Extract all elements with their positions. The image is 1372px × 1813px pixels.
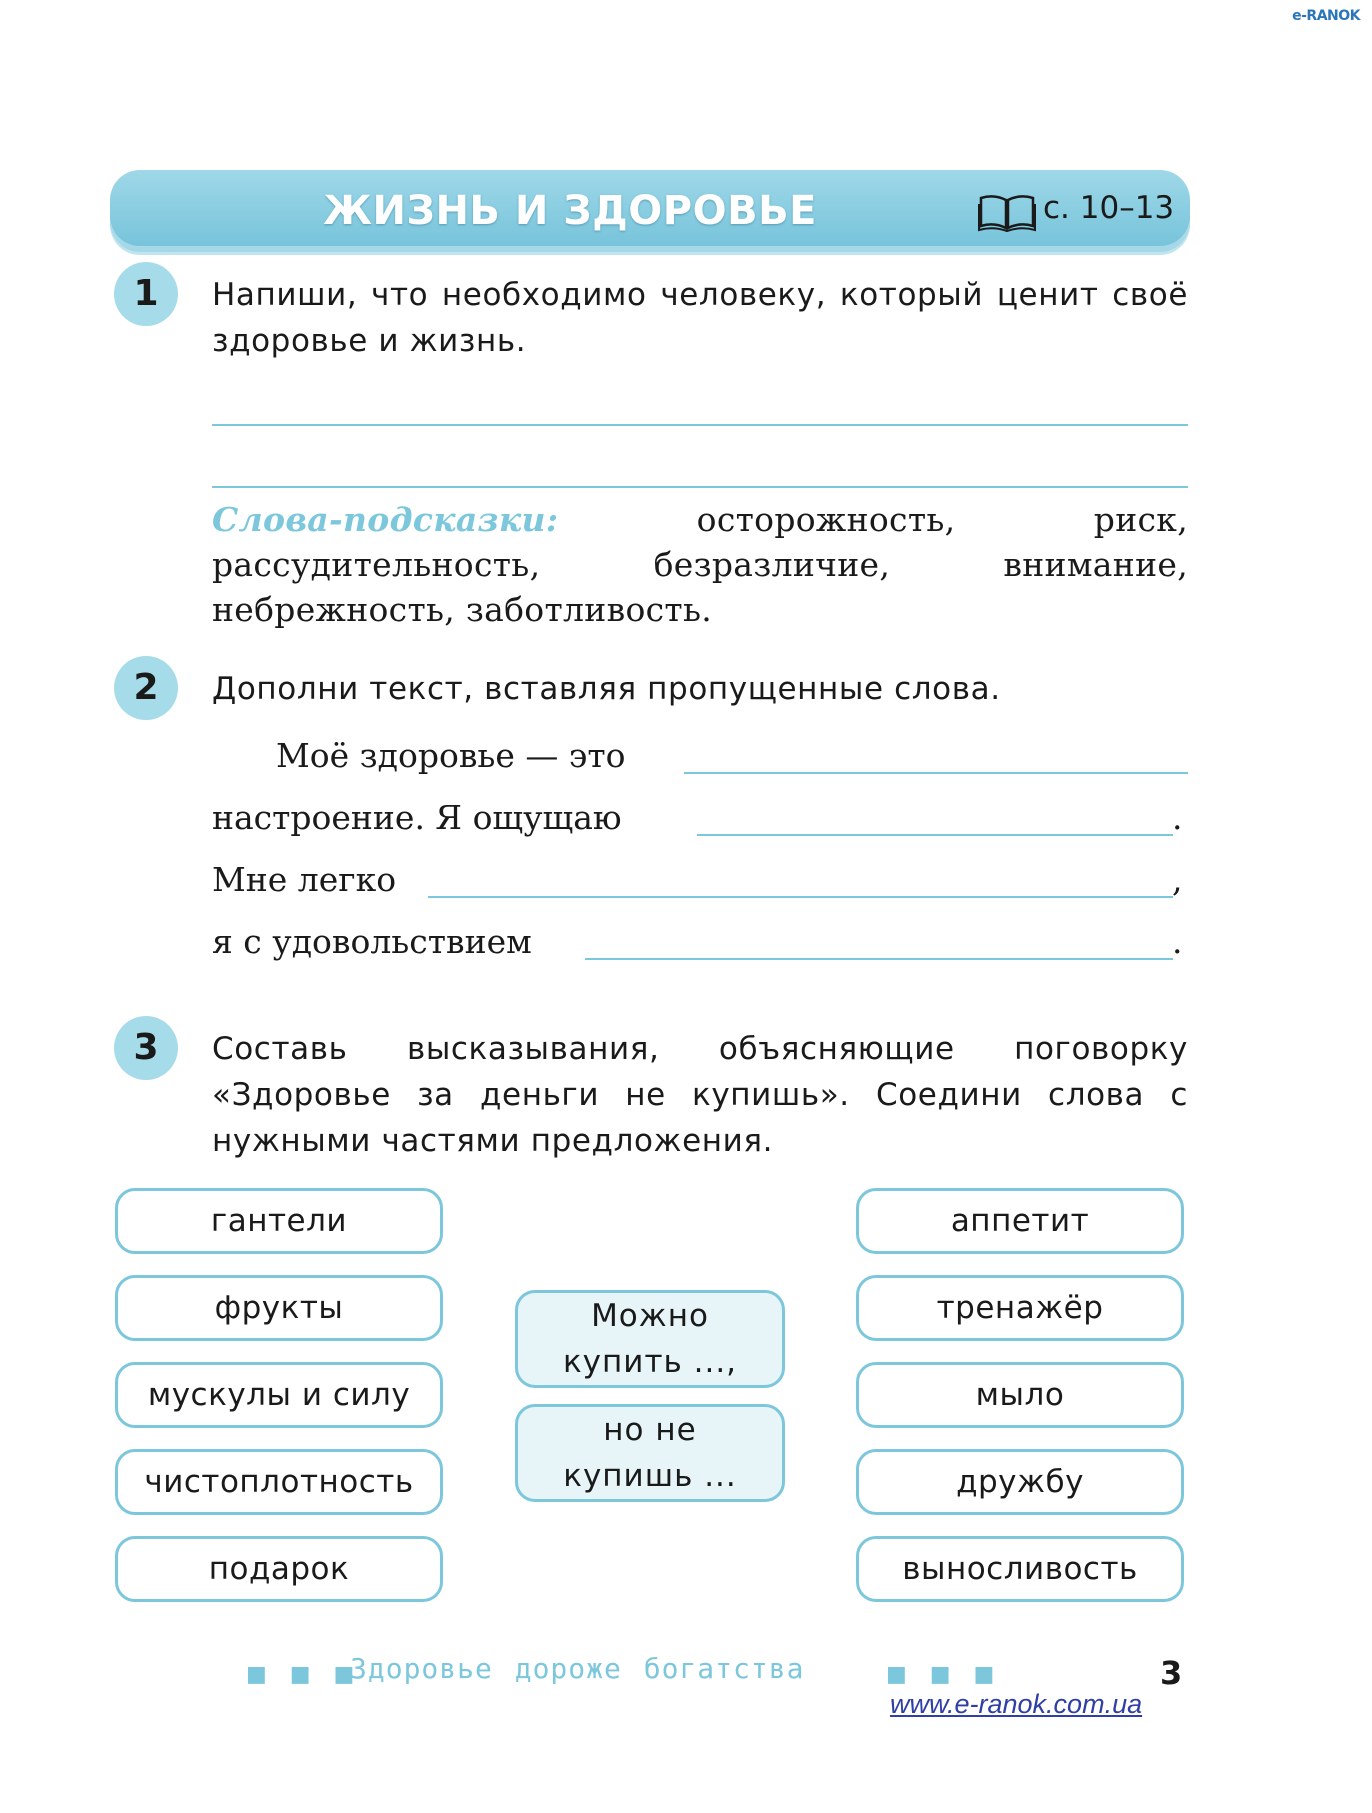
task-1-answer-line-2[interactable] xyxy=(212,486,1188,488)
right-word-box[interactable]: выносливость xyxy=(856,1536,1184,1602)
fill-blank-1[interactable] xyxy=(684,772,1188,774)
lesson-title: ЖИЗНЬ И ЗДОРОВЬЕ xyxy=(323,188,817,234)
footer-squares-right: ■ ■ ■ xyxy=(886,1662,1003,1687)
left-word-box[interactable]: фрукты xyxy=(115,1275,443,1341)
fill-blank-2[interactable] xyxy=(697,834,1173,836)
textbook-page-reference: с. 10–13 xyxy=(1043,190,1175,226)
footer-squares-left: ■ ■ ■ xyxy=(246,1662,363,1687)
task-3-instruction: Составь высказывания, объясняющие поговорку «Здоровье за деньги не купишь». Соедини слова с нужными частями предложения. xyxy=(212,1031,1188,1159)
fill-line-3-text: Мне легко xyxy=(212,860,397,899)
task-1-answer-line-1[interactable] xyxy=(212,424,1188,426)
book-icon xyxy=(978,190,1036,232)
right-word-box[interactable]: тренажёр xyxy=(856,1275,1184,1341)
fill-line-4-text: я с удовольствием xyxy=(212,922,532,961)
right-word-box[interactable]: дружбу xyxy=(856,1449,1184,1515)
fill-line-4-end: . xyxy=(1172,922,1183,961)
middle-phrase-cannot-buy[interactable]: но не купишь ... xyxy=(515,1404,785,1502)
footer-slogan: Здоровье дороже богатства xyxy=(350,1652,805,1685)
fill-line-3-end: , xyxy=(1172,860,1183,899)
fill-line-1-text: Моё здоровье — это xyxy=(276,736,626,775)
logo-text: e-RANOK xyxy=(1292,8,1360,24)
task-2-number: 2 xyxy=(114,656,178,720)
page-number: 3 xyxy=(1160,1654,1183,1692)
left-word-box[interactable]: мускулы и силу xyxy=(115,1362,443,1428)
task-2-instruction: Дополни текст, вставляя пропущенные слова. xyxy=(212,671,1001,707)
left-word-box[interactable]: гантели xyxy=(115,1188,443,1254)
task-3-number: 3 xyxy=(114,1016,178,1080)
fill-line-2-text: настроение. Я ощущаю xyxy=(212,798,622,837)
task-1-hint xyxy=(212,497,1188,632)
publisher-logo xyxy=(1292,8,1360,24)
lesson-header xyxy=(110,170,1190,252)
left-word-box[interactable]: подарок xyxy=(115,1536,443,1602)
task-1-number: 1 xyxy=(114,262,178,326)
right-word-box[interactable]: мыло xyxy=(856,1362,1184,1428)
left-word-box[interactable]: чистоплотность xyxy=(115,1449,443,1515)
fill-line-2-end: . xyxy=(1172,798,1183,837)
task-1-instruction: Напиши, что необходимо человеку, который ценит своё здоровье и жизнь. xyxy=(212,277,1188,359)
middle-phrase-can-buy[interactable]: Можно купить ..., xyxy=(515,1290,785,1388)
publisher-url-link[interactable]: www.e-ranok.com.ua xyxy=(890,1689,1143,1719)
right-word-box[interactable]: аппетит xyxy=(856,1188,1184,1254)
hint-label: Слова-подсказки: xyxy=(212,500,559,539)
fill-blank-3[interactable] xyxy=(428,896,1173,898)
fill-blank-4[interactable] xyxy=(585,958,1173,960)
hint-words: осторожность, риск, рассудительность, безразличие, внимание, небрежность, заботливость. xyxy=(212,500,1188,629)
